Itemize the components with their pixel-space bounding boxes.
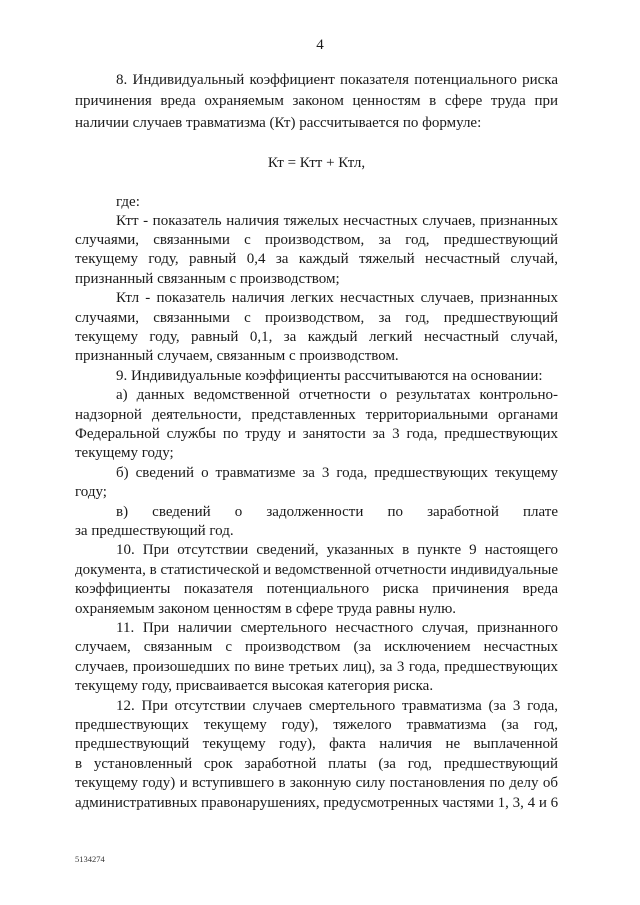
document-code: 5134274 xyxy=(75,854,105,864)
paragraph-9a xyxy=(75,386,558,464)
paragraph-line: признанный связанным с производством; xyxy=(75,270,340,287)
paragraph-line: году; xyxy=(75,484,107,501)
paragraph-line: где: xyxy=(116,194,140,210)
paragraph-line: в установленный срок заработной платы (за год, предшествующий xyxy=(75,755,558,772)
paragraph-line: текущему году) и вступившего в законную силу постановления по делу об xyxy=(75,775,558,792)
page-number: 4 xyxy=(316,37,324,53)
paragraph-line: текущему году, присваивается высокая категория риска. xyxy=(75,678,434,695)
paragraph-line: случаями, связанными с производством, за год, предшествующий xyxy=(75,309,558,326)
paragraph-12 xyxy=(75,697,558,813)
paragraph-line: коэффициенты показателя потенциального риска причинения вреда xyxy=(75,581,558,598)
paragraph-line: признанный случаем, связанным с производством. xyxy=(75,348,399,365)
body-text xyxy=(75,212,558,814)
paragraph-line: административных правонарушениях, предусмотренных частями 1, 3, 4 и 6 xyxy=(75,794,559,811)
paragraph-9c xyxy=(75,503,558,542)
paragraph-9b xyxy=(75,464,558,503)
paragraph-line: текущему году; xyxy=(75,445,174,462)
paragraph-line: охраняемым законом ценностям в сфере труда равны нулю. xyxy=(75,600,457,617)
paragraph-line: случаями, связанными с производством, за год, предшествующий xyxy=(75,231,558,248)
paragraph-line: предшествующих текущему году), тяжелого травматизма (за год, xyxy=(75,717,558,734)
where-label xyxy=(75,192,558,212)
paragraph-line: текущему году, равный 0,1, за каждый легкий несчастный случай, xyxy=(75,328,558,345)
paragraph-line: документа, в статистической и ведомственной отчетности индивидуальные xyxy=(75,561,558,578)
paragraph-line: за предшествующий год. xyxy=(75,523,234,539)
paragraph-line: б) сведений о травматизме за 3 года, предшествующих текущему xyxy=(116,464,558,481)
paragraph-line: Ктл - показатель наличия легких несчастных случаев, признанных xyxy=(116,290,558,307)
paragraph-line: 12. При отсутствии случаев смертельного травматизма (за 3 года, xyxy=(116,697,558,714)
paragraph-10 xyxy=(75,541,558,619)
paragraph-line: 10. При отсутствии сведений, указанных в пункте 9 настоящего xyxy=(116,542,558,559)
paragraph-line: надзорной деятельности, представленных территориальными органами xyxy=(75,406,558,423)
paragraph-ktt xyxy=(75,212,558,290)
paragraph-line: текущему году, равный 0,4 за каждый тяжелый несчастный случай, xyxy=(75,251,558,268)
paragraph-line: предшествующий текущему году), факта наличия не выплаченной xyxy=(75,736,558,753)
paragraph-line: Ктт - показатель наличия тяжелых несчастных случаев, признанных xyxy=(116,212,558,229)
paragraph-line: наличии случаев травматизма (Кт) рассчитывается по формуле: xyxy=(75,114,482,131)
paragraph-line: причинения вреда охраняемым законом ценностям в сфере труда при xyxy=(75,93,558,110)
paragraph-line: а) данных ведомственной отчетности о результатах контрольно- xyxy=(116,387,558,404)
paragraph-line: Федеральной службы по труду и занятости за 3 года, предшествующих xyxy=(75,425,558,442)
paragraph-8 xyxy=(75,70,558,134)
paragraph-line: случаем, связанным с производством (за исключением несчастных xyxy=(75,639,558,656)
paragraph-9 xyxy=(75,367,558,386)
paragraph-ktl xyxy=(75,289,558,367)
paragraph-11 xyxy=(75,619,558,697)
paragraph-line: 9. Индивидуальные коэффициенты рассчитываются на основании: xyxy=(116,367,543,384)
paragraph-line: случаев, произошедших по вине третьих лиц), за 3 года, предшествующих xyxy=(75,658,558,675)
formula: Кт = Ктт + Ктл, xyxy=(267,155,366,171)
paragraph-line: 11. При наличии смертельного несчастного случая, признанного xyxy=(116,620,558,637)
paragraph-line: 8. Индивидуальный коэффициент показателя потенциального риска xyxy=(116,72,558,88)
paragraph-line: в) сведений о задолженности по заработной плате xyxy=(116,503,558,520)
